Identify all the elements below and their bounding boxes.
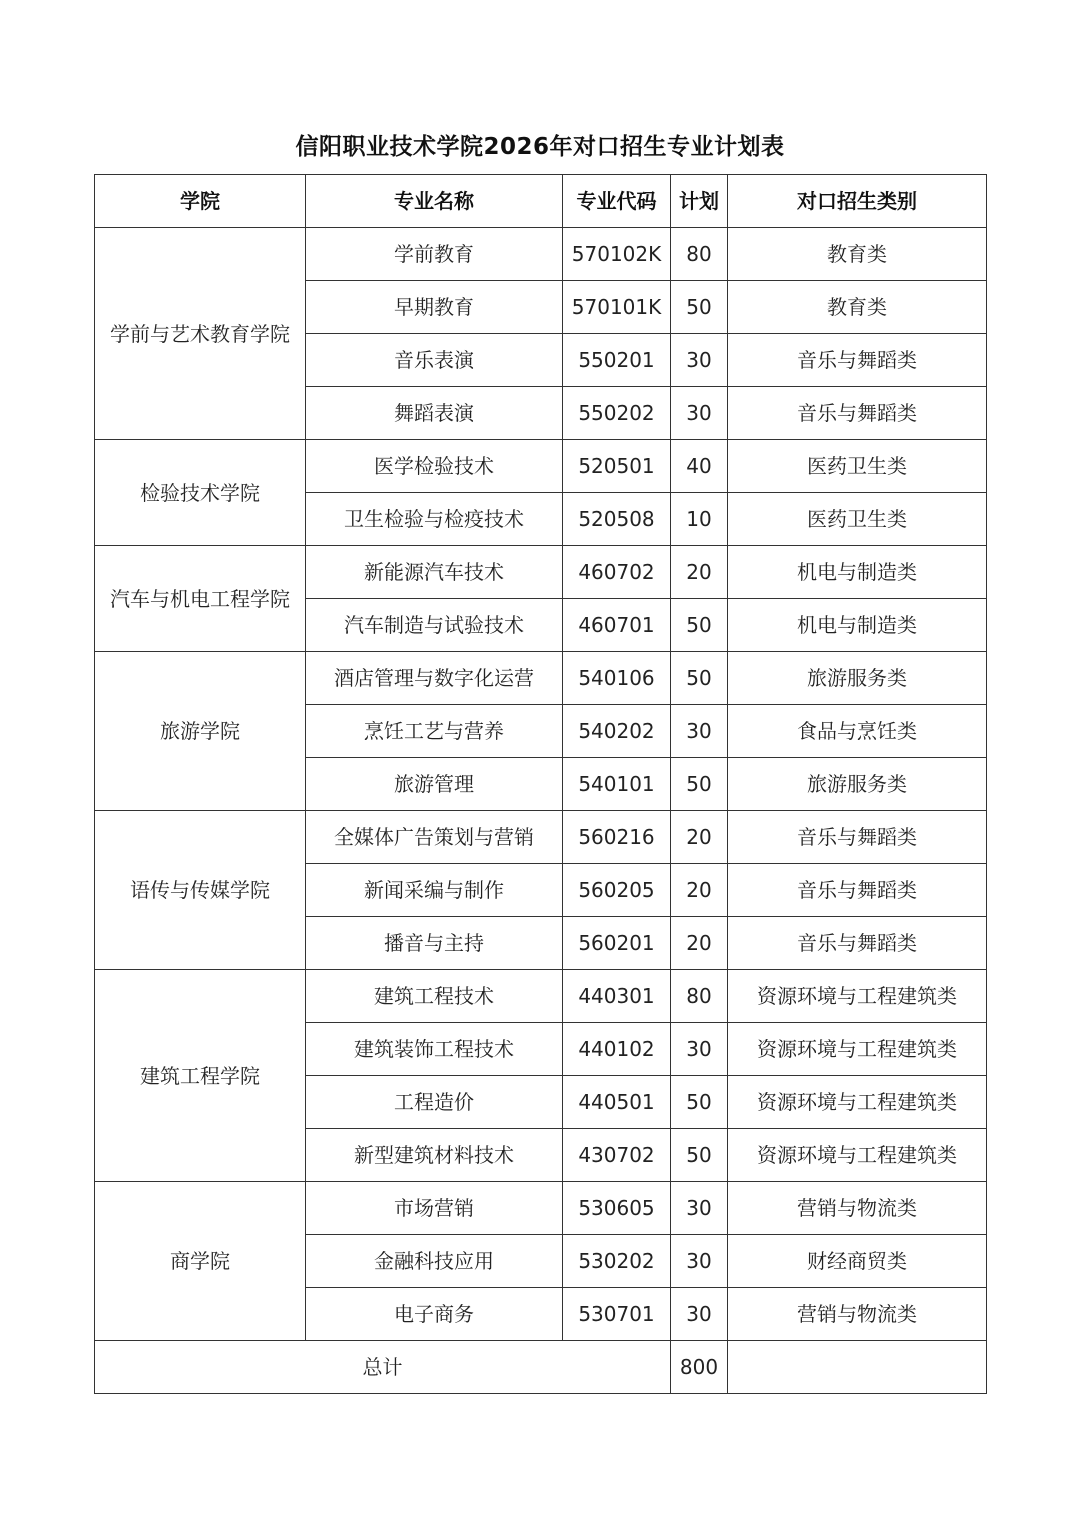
- category-cell: 音乐与舞蹈类: [728, 917, 987, 970]
- plan-count-cell: 50: [671, 1129, 728, 1182]
- category-cell: 资源环境与工程建筑类: [728, 1023, 987, 1076]
- category-cell: 财经商贸类: [728, 1235, 987, 1288]
- table-row: [95, 546, 987, 599]
- table-body: [95, 228, 987, 1341]
- table-row: [95, 440, 987, 493]
- major-name-cell: 全媒体广告策划与营销: [306, 811, 563, 864]
- major-code-cell: 560205: [563, 864, 671, 917]
- plan-count-cell: 30: [671, 1023, 728, 1076]
- major-name-cell: 舞蹈表演: [306, 387, 563, 440]
- table-row: [95, 652, 987, 705]
- plan-count-cell: 50: [671, 281, 728, 334]
- plan-count-cell: 50: [671, 652, 728, 705]
- plan-count-cell: 20: [671, 917, 728, 970]
- college-name-cell: 商学院: [95, 1182, 306, 1341]
- header-row: [95, 175, 987, 228]
- plan-count-cell: 30: [671, 334, 728, 387]
- plan-count-cell: 50: [671, 599, 728, 652]
- category-cell: 机电与制造类: [728, 599, 987, 652]
- category-cell: 机电与制造类: [728, 546, 987, 599]
- category-cell: 营销与物流类: [728, 1182, 987, 1235]
- category-cell: 教育类: [728, 228, 987, 281]
- category-cell: 资源环境与工程建筑类: [728, 1076, 987, 1129]
- category-cell: 医药卫生类: [728, 440, 987, 493]
- table-row: [95, 1182, 987, 1235]
- major-code-cell: 440301: [563, 970, 671, 1023]
- total-value: 800: [671, 1341, 728, 1394]
- total-label: 总计: [95, 1341, 671, 1394]
- major-name-cell: 市场营销: [306, 1182, 563, 1235]
- major-code-cell: 530605: [563, 1182, 671, 1235]
- major-code-cell: 520501: [563, 440, 671, 493]
- major-name-cell: 建筑装饰工程技术: [306, 1023, 563, 1076]
- major-code-cell: 550202: [563, 387, 671, 440]
- header-category: 对口招生类别: [728, 175, 987, 228]
- plan-count-cell: 20: [671, 546, 728, 599]
- plan-count-cell: 40: [671, 440, 728, 493]
- header-major: 专业名称: [306, 175, 563, 228]
- major-code-cell: 570102K: [563, 228, 671, 281]
- plan-count-cell: 80: [671, 970, 728, 1023]
- table-row: [95, 970, 987, 1023]
- major-name-cell: 汽车制造与试验技术: [306, 599, 563, 652]
- major-code-cell: 530202: [563, 1235, 671, 1288]
- category-cell: 资源环境与工程建筑类: [728, 970, 987, 1023]
- major-name-cell: 金融科技应用: [306, 1235, 563, 1288]
- major-name-cell: 医学检验技术: [306, 440, 563, 493]
- category-cell: 营销与物流类: [728, 1288, 987, 1341]
- major-code-cell: 440102: [563, 1023, 671, 1076]
- college-name-cell: 语传与传媒学院: [95, 811, 306, 970]
- major-name-cell: 旅游管理: [306, 758, 563, 811]
- college-name-cell: 学前与艺术教育学院: [95, 228, 306, 440]
- college-name-cell: 旅游学院: [95, 652, 306, 811]
- major-name-cell: 工程造价: [306, 1076, 563, 1129]
- page-title: 信阳职业技术学院2026年对口招生专业计划表: [295, 134, 785, 160]
- plan-count-cell: 20: [671, 811, 728, 864]
- plan-count-cell: 50: [671, 758, 728, 811]
- header-plan: 计划: [671, 175, 728, 228]
- major-name-cell: 播音与主持: [306, 917, 563, 970]
- plan-count-cell: 30: [671, 1182, 728, 1235]
- total-row: [95, 1341, 987, 1394]
- major-code-cell: 570101K: [563, 281, 671, 334]
- major-name-cell: 新闻采编与制作: [306, 864, 563, 917]
- category-cell: 旅游服务类: [728, 758, 987, 811]
- major-name-cell: 电子商务: [306, 1288, 563, 1341]
- category-cell: 旅游服务类: [728, 652, 987, 705]
- table-row: [95, 811, 987, 864]
- enrollment-plan-table: [94, 174, 987, 1394]
- category-cell: 食品与烹饪类: [728, 705, 987, 758]
- major-code-cell: 540106: [563, 652, 671, 705]
- plan-count-cell: 80: [671, 228, 728, 281]
- college-name-cell: 汽车与机电工程学院: [95, 546, 306, 652]
- major-code-cell: 520508: [563, 493, 671, 546]
- major-code-cell: 430702: [563, 1129, 671, 1182]
- major-name-cell: 早期教育: [306, 281, 563, 334]
- major-name-cell: 新型建筑材料技术: [306, 1129, 563, 1182]
- major-code-cell: 540202: [563, 705, 671, 758]
- header-college: 学院: [95, 175, 306, 228]
- table-row: [95, 228, 987, 281]
- category-cell: 资源环境与工程建筑类: [728, 1129, 987, 1182]
- category-cell: 教育类: [728, 281, 987, 334]
- major-name-cell: 音乐表演: [306, 334, 563, 387]
- major-code-cell: 560216: [563, 811, 671, 864]
- college-name-cell: 检验技术学院: [95, 440, 306, 546]
- plan-count-cell: 20: [671, 864, 728, 917]
- total-empty-cell: [728, 1341, 987, 1394]
- major-code-cell: 550201: [563, 334, 671, 387]
- plan-count-cell: 10: [671, 493, 728, 546]
- plan-count-cell: 50: [671, 1076, 728, 1129]
- category-cell: 音乐与舞蹈类: [728, 864, 987, 917]
- plan-count-cell: 30: [671, 387, 728, 440]
- category-cell: 音乐与舞蹈类: [728, 334, 987, 387]
- major-name-cell: 卫生检验与检疫技术: [306, 493, 563, 546]
- major-code-cell: 440501: [563, 1076, 671, 1129]
- major-code-cell: 530701: [563, 1288, 671, 1341]
- major-name-cell: 酒店管理与数字化运营: [306, 652, 563, 705]
- plan-count-cell: 30: [671, 1235, 728, 1288]
- category-cell: 音乐与舞蹈类: [728, 387, 987, 440]
- major-name-cell: 新能源汽车技术: [306, 546, 563, 599]
- plan-count-cell: 30: [671, 705, 728, 758]
- major-name-cell: 建筑工程技术: [306, 970, 563, 1023]
- major-code-cell: 560201: [563, 917, 671, 970]
- major-code-cell: 460701: [563, 599, 671, 652]
- major-code-cell: 540101: [563, 758, 671, 811]
- plan-count-cell: 30: [671, 1288, 728, 1341]
- category-cell: 医药卫生类: [728, 493, 987, 546]
- category-cell: 音乐与舞蹈类: [728, 811, 987, 864]
- major-name-cell: 学前教育: [306, 228, 563, 281]
- major-code-cell: 460702: [563, 546, 671, 599]
- college-name-cell: 建筑工程学院: [95, 970, 306, 1182]
- major-name-cell: 烹饪工艺与营养: [306, 705, 563, 758]
- header-code: 专业代码: [563, 175, 671, 228]
